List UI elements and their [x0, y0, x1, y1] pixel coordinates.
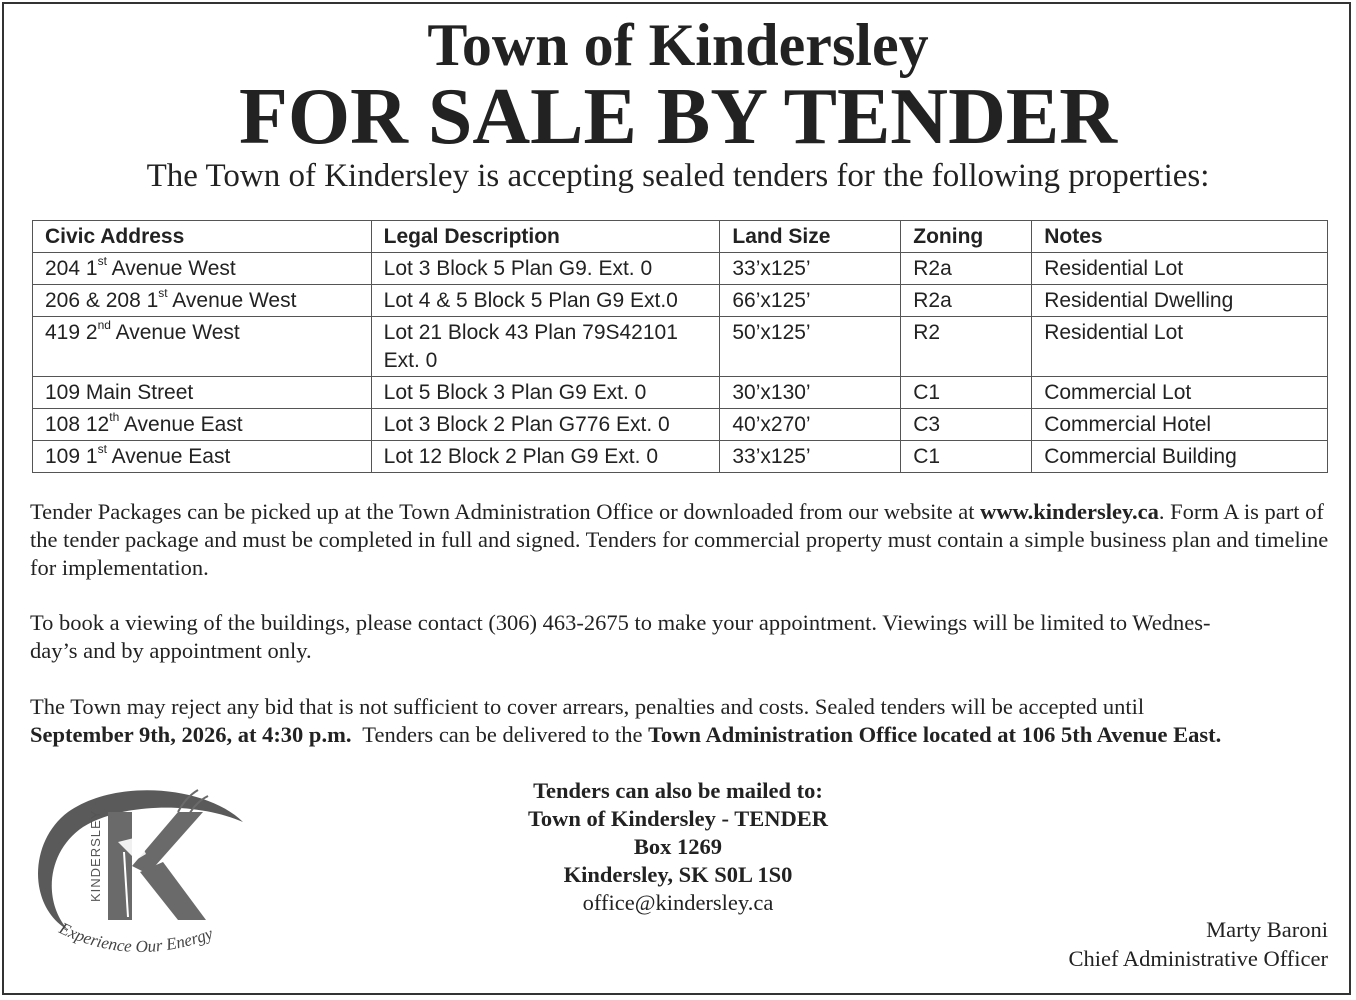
cell-notes: Residential Lot — [1032, 317, 1328, 377]
cell-notes: Residential Lot — [1032, 253, 1328, 285]
cell-zoning: R2a — [901, 253, 1032, 285]
cell-legal-description: Lot 5 Block 3 Plan G9 Ext. 0 — [371, 377, 720, 409]
col-header-legal-description: Legal Description — [371, 221, 720, 253]
cell-civic-address: 204 1st Avenue West — [33, 253, 372, 285]
cell-civic-address: 109 1st Avenue East — [33, 441, 372, 473]
signatory-title: Chief Administrative Officer — [1068, 946, 1328, 971]
cell-legal-description: Lot 4 & 5 Block 5 Plan G9 Ext.0 — [371, 285, 720, 317]
svg-text:KINDERSLEY: KINDERSLEY — [88, 809, 103, 902]
viewing-paragraph: To book a viewing of the buildings, please contact (306) 463-2675 to make your appointment. Viewings will be limited to Wednes- day’s and by appointment only. — [30, 610, 1211, 663]
table-row — [33, 441, 1328, 473]
cell-civic-address: 206 & 208 1st Avenue West — [33, 285, 372, 317]
table-row — [33, 285, 1328, 317]
cell-land-size: 30’x130’ — [720, 377, 901, 409]
properties-table — [32, 220, 1328, 473]
deadline-paragraph: The Town may reject any bid that is not sufficient to cover arrears, penalties and costs. Sealed tenders will be accepted until September 9th, 2026, at 4:30 p.m. Tenders can be delivered to the Town Administration Office located at 106 5th Avenue East. — [30, 694, 1222, 747]
mailing-heading: Tenders can also be mailed to: — [533, 778, 823, 803]
town-name: Town of Kindersley — [427, 12, 929, 78]
signatory-name: Marty Baroni — [1206, 917, 1328, 942]
cell-legal-description: Lot 3 Block 2 Plan G776 Ext. 0 — [371, 409, 720, 441]
table-row — [33, 317, 1328, 377]
cell-civic-address: 109 Main Street — [33, 377, 372, 409]
cell-notes: Residential Dwelling — [1032, 285, 1328, 317]
email-link[interactable]: office@kindersley.ca — [582, 890, 774, 915]
cell-legal-description: Lot 21 Block 43 Plan 79S42101 Ext. 0 — [371, 317, 720, 377]
cell-notes: Commercial Lot — [1032, 377, 1328, 409]
table-row — [33, 409, 1328, 441]
cell-land-size: 66’x125’ — [720, 285, 901, 317]
col-header-zoning: Zoning — [901, 221, 1032, 253]
tender-packages-paragraph: Tender Packages can be picked up at the Town Administration Office or downloaded from our website at www.kindersley.ca. Form A is part of the tender package and must be completed in full and signed. Tenders for commercial property must contain a simple business plan and timeline for implementation. — [30, 499, 1329, 580]
cell-zoning: R2a — [901, 285, 1032, 317]
svg-text:Experience Our Energy: Experience Our Energy — [56, 918, 216, 957]
headline: FOR SALE BY TENDER — [239, 73, 1117, 161]
col-header-notes: Notes — [1032, 221, 1328, 253]
intro-text: The Town of Kindersley is accepting sealed tenders for the following properties: — [146, 158, 1210, 194]
cell-land-size: 33’x125’ — [720, 253, 901, 285]
cell-notes: Commercial Building — [1032, 441, 1328, 473]
mailing-line-1: Town of Kindersley - TENDER — [527, 806, 829, 831]
cell-land-size: 33’x125’ — [720, 441, 901, 473]
cell-legal-description: Lot 12 Block 2 Plan G9 Ext. 0 — [371, 441, 720, 473]
col-header-civic-address: Civic Address — [33, 221, 372, 253]
cell-zoning: R2 — [901, 317, 1032, 377]
cell-land-size: 40’x270’ — [720, 409, 901, 441]
website-link[interactable]: www.kindersley.ca — [980, 499, 1159, 524]
table-row — [33, 253, 1328, 285]
cell-civic-address: 419 2nd Avenue West — [33, 317, 372, 377]
cell-legal-description: Lot 3 Block 5 Plan G9. Ext. 0 — [371, 253, 720, 285]
table-row — [33, 377, 1328, 409]
col-header-land-size: Land Size — [720, 221, 901, 253]
mailing-line-3: Kindersley, SK S0L 1S0 — [563, 862, 793, 887]
cell-land-size: 50’x125’ — [720, 317, 901, 377]
cell-zoning: C1 — [901, 377, 1032, 409]
cell-zoning: C3 — [901, 409, 1032, 441]
mailing-line-2: Box 1269 — [633, 834, 723, 859]
table-header-row — [33, 221, 1328, 253]
signature-block — [1068, 915, 1328, 973]
kindersley-logo — [28, 782, 248, 972]
cell-zoning: C1 — [901, 441, 1032, 473]
deadline-text: September 9th, 2026, at 4:30 p.m. — [30, 722, 352, 747]
cell-notes: Commercial Hotel — [1032, 409, 1328, 441]
cell-civic-address: 108 12th Avenue East — [33, 409, 372, 441]
delivery-location: Town Administration Office located at 106 5th Avenue East. — [648, 722, 1222, 747]
